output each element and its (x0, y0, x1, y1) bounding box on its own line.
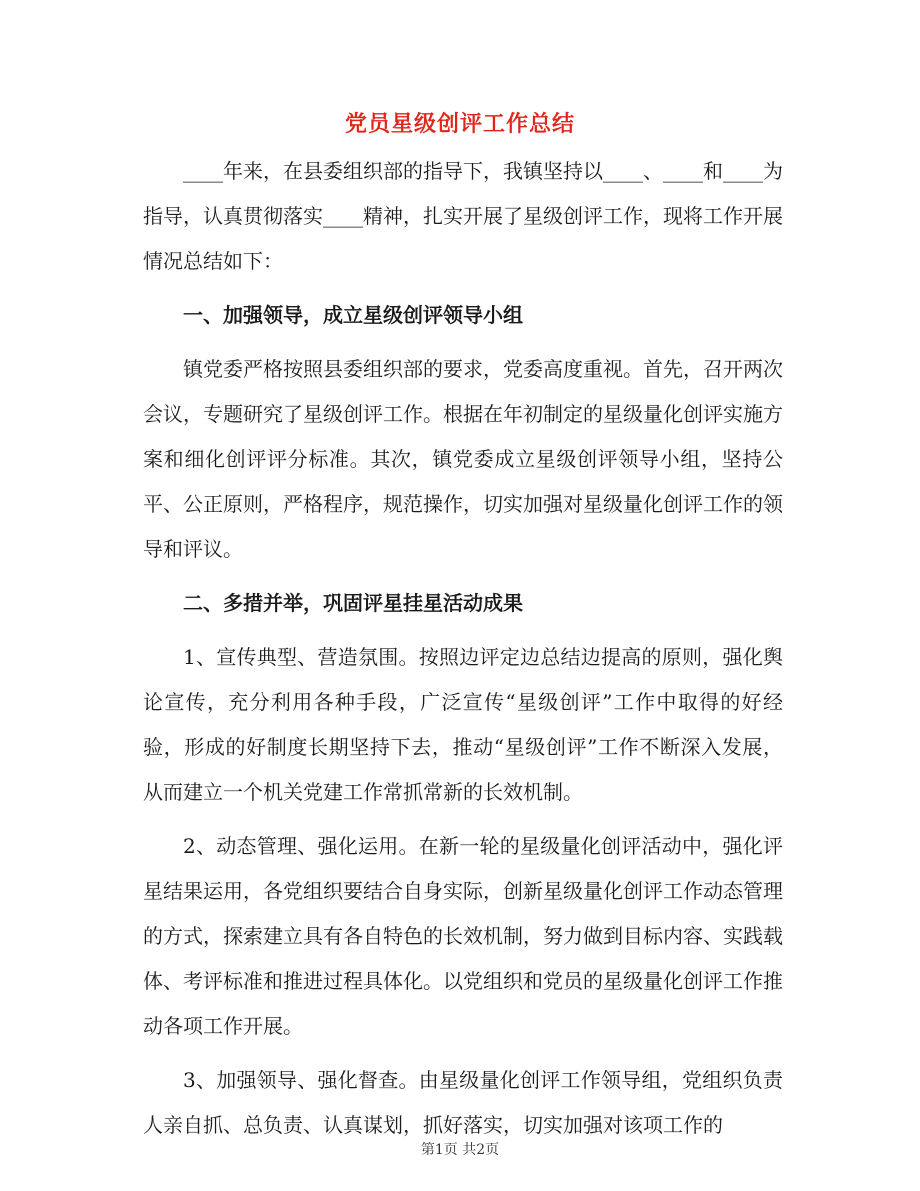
section-2-item-3: 3、加强领导、强化督查。由星级量化创评工作领导组，党组织负责人亲自抓、总负责、认真谋划，抓好落实，切实加强对该项工作的 (143, 1068, 783, 1137)
document-title: 党员星级创评工作总结 (344, 111, 575, 137)
intro-paragraph: ____年来，在县委组织部的指导下，我镇坚持以____、____和____为指导，认真贯彻落实____精神，扎实开展了星级创评工作，现将工作开展情况总结如下： (143, 159, 783, 273)
section-heading-2: 二、多措并举，巩固评星挂星活动成果 (183, 591, 523, 615)
document-body (143, 149, 783, 1148)
section-2-item-1: 1、宣传典型、营造氛围。按照边评定边总结边提高的原则，强化舆论宣传，充分利用各种手段，广泛宣传“星级创评”工作中取得的好经验，形成的好制度长期坚持下去，推动“星级创评”工作不断深入发展，从而建立一个机关党建工作常抓常新的长效机制。 (143, 645, 783, 804)
page-number-footer: 第1页 共2页 (420, 1142, 500, 1158)
section-1-paragraph: 镇党委严格按照县委组织部的要求，党委高度重视。首先，召开两次会议，专题研究了星级创评工作。根据在年初制定的星级量化创评实施方案和细化创评评分标准。其次，镇党委成立星级创评领导小组，坚持公平、公正原则，严格程序，规范操作，切实加强对星级量化创评工作的领导和评议。 (143, 357, 783, 561)
section-2-item-2: 2、动态管理、强化运用。在新一轮的星级量化创评活动中，强化评星结果运用，各党组织要结合自身实际，创新星级量化创评工作动态管理的方式，探索建立具有各自特色的长效机制，努力做到目标内容、实践载体、考评标准和推进过程具体化。以党组织和党员的星级量化创评工作推动各项工作开展。 (143, 834, 783, 1038)
section-heading-1: 一、加强领导，成立星级创评领导小组 (183, 303, 523, 327)
